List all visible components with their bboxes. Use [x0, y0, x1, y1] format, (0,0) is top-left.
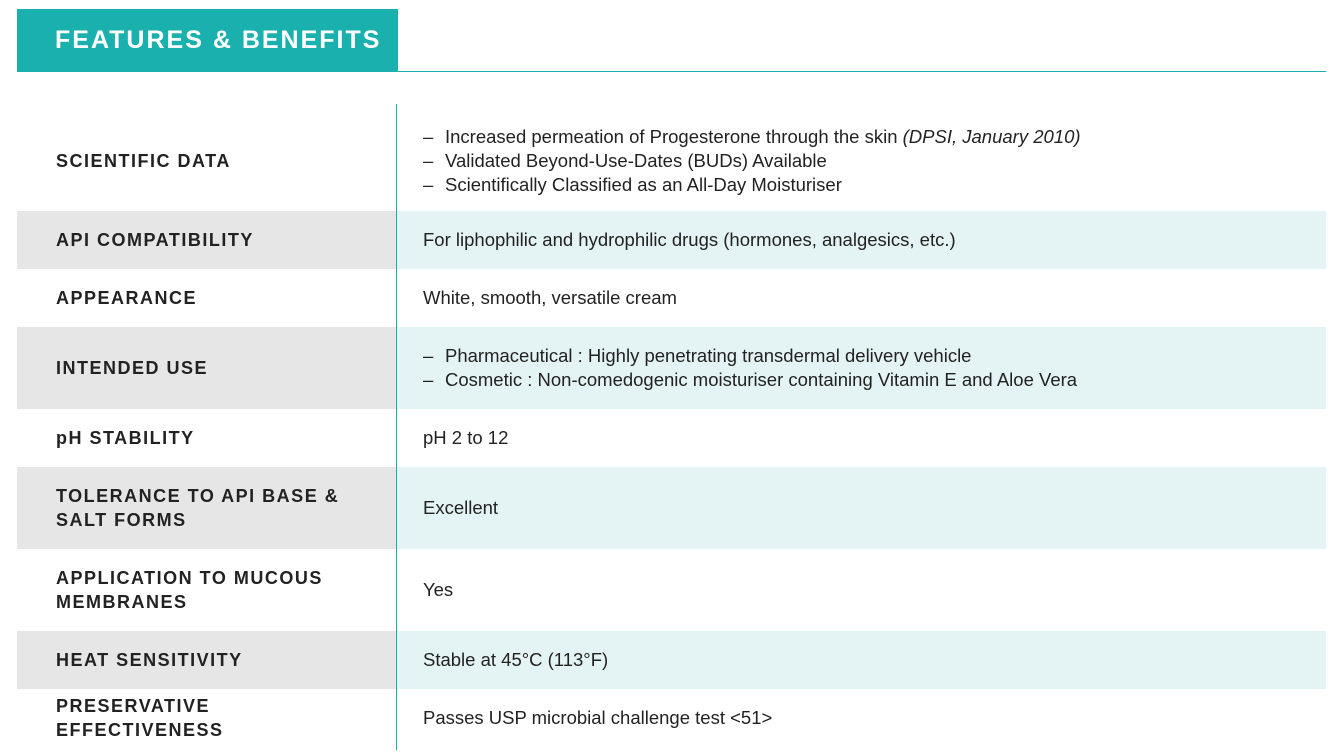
- row-label: pH STABILITY: [56, 428, 195, 448]
- row-label-line: SALT FORMS: [56, 510, 187, 530]
- table-row-api-compatibility: [17, 211, 1326, 269]
- row-label: HEAT SENSITIVITY: [17, 631, 396, 689]
- bullet-text: [445, 125, 1081, 149]
- table-row-preservative: [17, 689, 1326, 747]
- row-label: APPEARANCE: [56, 288, 198, 308]
- bullet-dash: –: [423, 173, 434, 195]
- table-row-appearance: [17, 269, 1326, 327]
- section-title: FEATURES & BENEFITS: [55, 25, 382, 54]
- list-item: [423, 173, 1326, 197]
- bullet-dash: –: [423, 345, 434, 366]
- row-label: PRESERVATIVE EFFECTIVENESS: [56, 696, 224, 740]
- row-value: [396, 104, 1326, 211]
- section-title-banner: [17, 9, 398, 71]
- bullet-dash: –: [423, 369, 434, 390]
- row-label: INTENDED USE: [17, 327, 396, 409]
- table-row-tolerance: [17, 467, 1326, 549]
- row-value: White, smooth, versatile cream: [423, 287, 677, 308]
- header-rule: [17, 71, 1326, 72]
- table-row-intended-use: [17, 327, 1326, 409]
- row-value: For liphophilic and hydrophilic drugs (hormones, analgesics, etc.): [396, 211, 1326, 269]
- row-label: API COMPATIBILITY: [17, 211, 396, 269]
- list-item: [423, 344, 1326, 368]
- bullet-text: Pharmaceutical : Highly penetrating transdermal delivery vehicle: [445, 345, 972, 366]
- row-value: Yes: [423, 579, 454, 600]
- row-label-line: TOLERANCE TO API BASE &: [56, 486, 340, 506]
- bullet-text: Scientifically Classified as an All-Day Moisturiser: [445, 173, 842, 195]
- row-value: Passes USP microbial challenge test <51>: [423, 707, 773, 728]
- row-value: Excellent: [396, 467, 1326, 549]
- citation-note: (DPSI, January 2010): [902, 125, 1081, 147]
- table-row-scientific-data: [17, 104, 1326, 211]
- row-value: [396, 327, 1326, 409]
- row-label: [17, 467, 396, 549]
- list-item: [423, 125, 1326, 149]
- bullet-text: Cosmetic : Non-comedogenic moisturiser containing Vitamin E and Aloe Vera: [445, 369, 1078, 390]
- bullet-dash: –: [423, 125, 434, 147]
- row-value: pH 2 to 12: [423, 427, 509, 448]
- bullet-text: Validated Beyond-Use-Dates (BUDs) Available: [445, 149, 827, 171]
- bullet-text-main: Increased permeation of Progesterone through the skin: [445, 125, 903, 147]
- bullet-dash: –: [423, 149, 434, 171]
- list-item: [423, 149, 1326, 173]
- row-label-line: MEMBRANES: [56, 592, 188, 612]
- table-row-heat-sensitivity: [17, 631, 1326, 689]
- row-value: Stable at 45°C (113°F): [396, 631, 1326, 689]
- list-item: [423, 368, 1326, 392]
- table-row-mucous-membranes: [17, 549, 1326, 631]
- table-row-ph-stability: [17, 409, 1326, 467]
- features-table: [17, 104, 1326, 747]
- row-label-line: APPLICATION TO MUCOUS: [56, 568, 323, 588]
- row-label: [17, 549, 396, 631]
- row-label: SCIENTIFIC DATA: [56, 150, 231, 171]
- column-divider: [396, 104, 397, 750]
